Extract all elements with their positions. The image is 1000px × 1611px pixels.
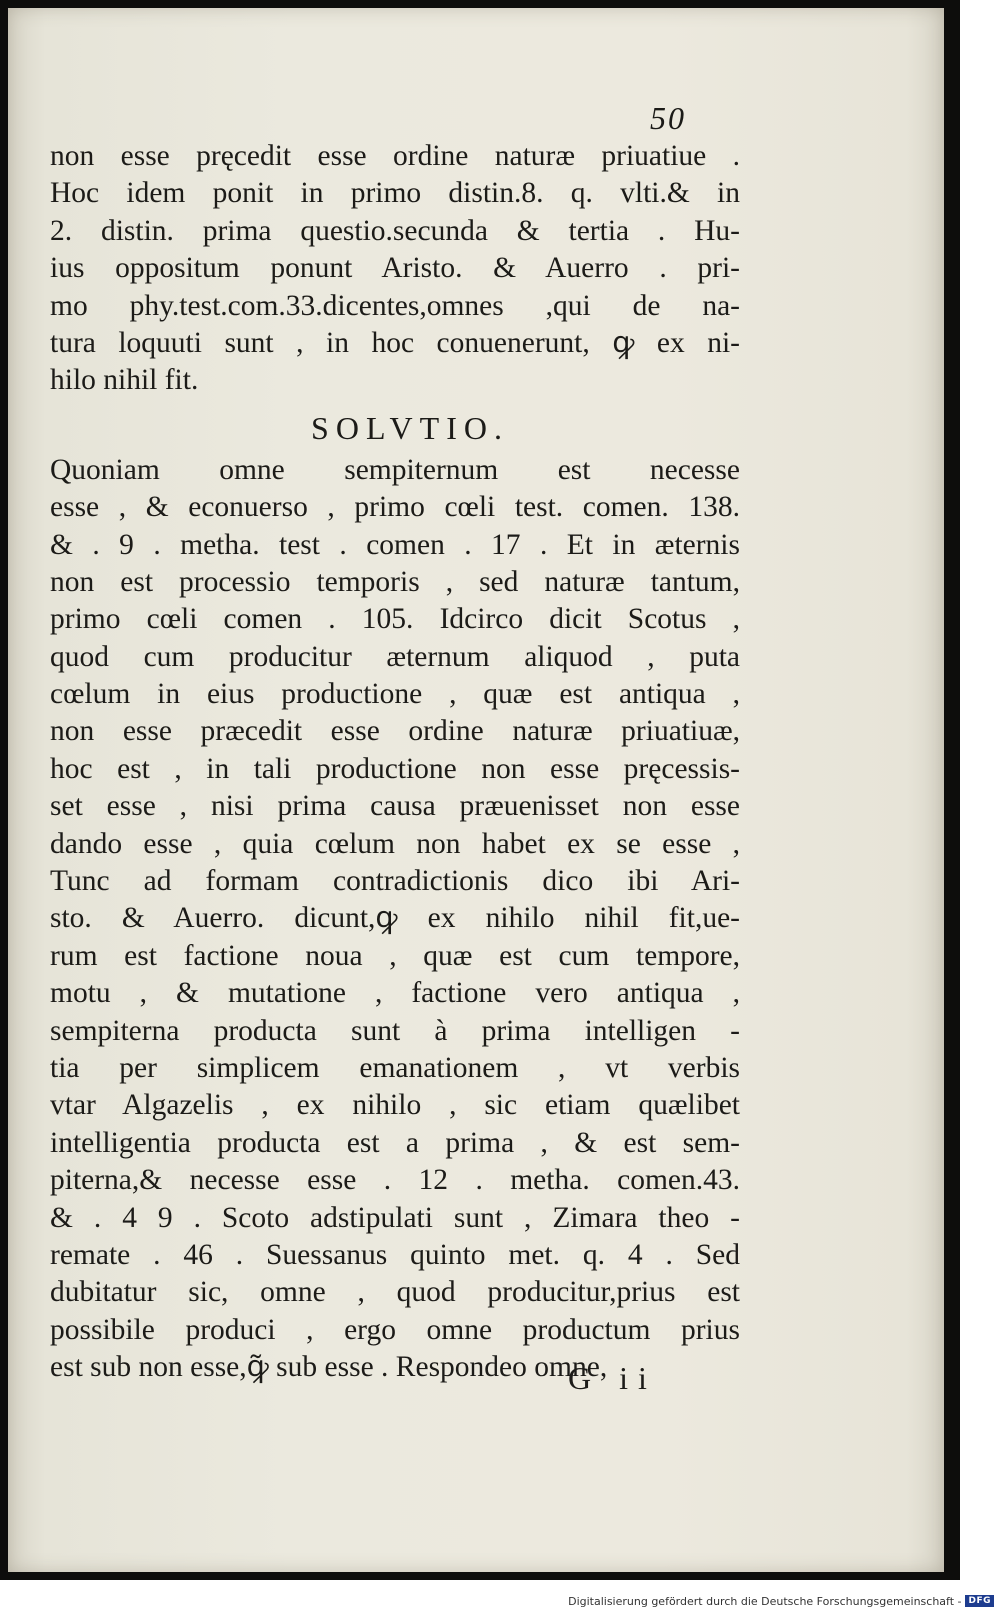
text-line: sempiterna producta sunt à prima intelligen - — [50, 1014, 740, 1047]
text-line: & . 9 . metha. test . comen . 17 . Et in æternis — [50, 528, 740, 561]
page-number: 50 — [650, 100, 686, 136]
funding-credit-text: Digitalisierung gefördert durch die Deutsche Forschungsgemeinschaft - — [568, 1594, 962, 1608]
signature-mark: G ii — [568, 1360, 657, 1396]
text-line: possibile produci , ergo omne productum prius — [50, 1313, 740, 1346]
text-line: tura loquuti sunt , in hoc conuenerunt, ꝙ ex ni- — [50, 326, 740, 359]
text-line: dubitatur sic, omne , quod producitur,prius est — [50, 1276, 740, 1309]
text-line: motu , & mutatione , factione vero antiqua , — [50, 977, 740, 1010]
text-line: & . 4 9 . Scoto adstipulati sunt , Zimara theo - — [50, 1201, 740, 1234]
text-line: quod cum producitur æternum aliquod , puta — [50, 640, 740, 673]
text-line: mo phy.test.com.33.dicentes,omnes ,qui de na- — [50, 289, 740, 322]
text-line: non est processio temporis , sed naturæ tantum, — [50, 565, 740, 598]
text-line: remate . 46 . Suessanus quinto met. q. 4 . Sed — [50, 1238, 740, 1271]
book-page — [8, 8, 944, 1572]
text-line: sto. & Auerro. dicunt,ꝙ ex nihilo nihil fit,ue- — [50, 902, 740, 935]
text-line: intelligentia producta est a prima , & est sem- — [50, 1126, 740, 1159]
text-line: Tunc ad formam contradictionis dico ibi Ari- — [50, 865, 740, 898]
text-line: Hoc idem ponit in primo distin.8. q. vlti.& in — [50, 177, 740, 210]
page-text — [50, 138, 740, 1387]
text-line: rum est factione noua , quæ est cum tempore, — [50, 939, 740, 972]
solutio-paragraph — [50, 452, 740, 1387]
text-line: non esse pręcedit esse ordine naturæ priuatiue . — [50, 140, 740, 172]
text-line: Quoniam omne sempiternum est necesse — [50, 453, 740, 486]
text-line: cœlum in eius productione , quæ est antiqua , — [50, 678, 740, 711]
paragraph-before-heading — [50, 138, 740, 400]
text-line: piterna,& necesse esse . 12 . metha. comen.43. — [50, 1164, 740, 1197]
text-line: ius oppositum ponunt Aristo. & Auerro . pri- — [50, 252, 740, 285]
text-line: set esse , nisi prima causa præuenisset non esse — [50, 790, 740, 823]
text-line: tia per simplicem emanationem , vt verbis — [50, 1051, 740, 1084]
text-line: esse , & econuerso , primo cœli test. comen. 138. — [50, 491, 740, 524]
dfg-logo: DFG — [965, 1595, 994, 1607]
text-line: vtar Algazelis , ex nihilo , sic etiam quælibet — [50, 1089, 740, 1122]
text-line: primo cœli comen . 105. Idcirco dicit Scotus , — [50, 603, 740, 636]
text-line: hilo nihil fit. — [50, 364, 199, 397]
section-heading: SOLVTIO. — [311, 409, 509, 446]
text-line: hoc est , in tali productione non esse pręcessis- — [50, 752, 740, 785]
text-line: 2. distin. prima questio.secunda & tertia . Hu- — [50, 214, 740, 247]
text-line: dando esse , quia cœlum non habet ex se esse , — [50, 827, 740, 860]
text-line: est sub non esse,ꝙ̃ sub esse . Respondeo omne, — [50, 1351, 608, 1384]
text-line: non esse præcedit esse ordine naturæ priuatiuæ, — [50, 715, 740, 748]
footer-credit — [568, 1591, 994, 1611]
